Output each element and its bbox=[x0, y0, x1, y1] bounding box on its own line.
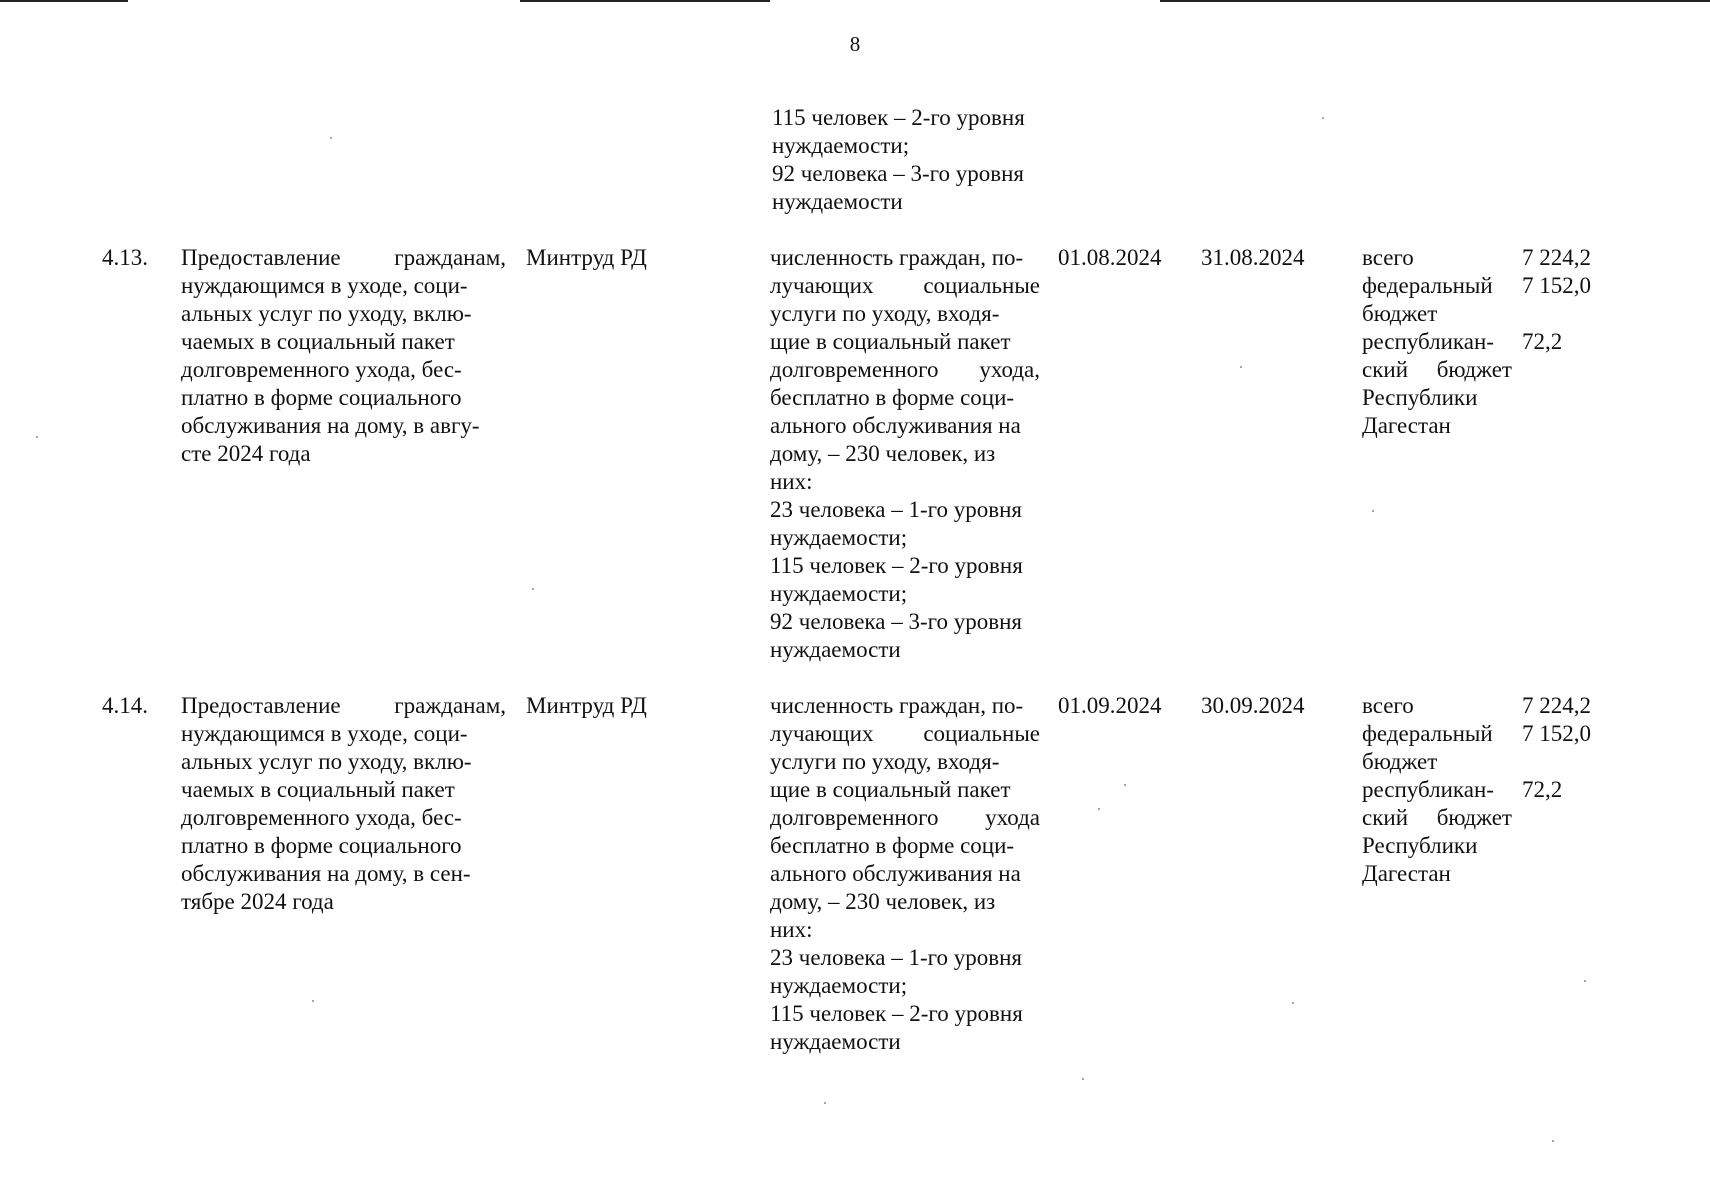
funding-line-part: ский bbox=[1362, 805, 1408, 830]
description-line: чаемых в социальный пакет bbox=[181, 329, 455, 354]
indicator-line: дому, – 230 человек, из bbox=[770, 441, 996, 466]
indicator-line: нуждаемости; bbox=[770, 973, 908, 998]
description-line: платно в форме социального bbox=[181, 385, 462, 410]
indicator-line: нуждаемости; bbox=[770, 525, 908, 550]
row-description bbox=[181, 244, 506, 468]
description-line: платно в форме социального bbox=[181, 833, 462, 858]
continuation-line: нуждаемости bbox=[772, 189, 903, 214]
top-border-mid bbox=[520, 0, 770, 2]
scan-speck bbox=[1552, 1140, 1554, 1142]
description-line: нуждающимся в уходе, соци- bbox=[181, 273, 468, 298]
indicator-line-part: ухода bbox=[985, 805, 1040, 830]
description-line-part: Предоставление bbox=[181, 693, 341, 718]
indicator-line: 23 человека – 1-го уровня bbox=[770, 497, 1022, 522]
continuation-line: 92 человека – 3-го уровня bbox=[772, 161, 1024, 186]
amount-total: 7 224,2 bbox=[1522, 693, 1591, 718]
amount-federal: 7 152,0 bbox=[1522, 721, 1591, 746]
indicator-line: нуждаемости bbox=[770, 1029, 901, 1054]
scan-speck bbox=[312, 1000, 314, 1002]
amount-spacer bbox=[1522, 300, 1612, 328]
amount-total: 7 224,2 bbox=[1522, 245, 1591, 270]
indicator-line-part: ухода, bbox=[979, 357, 1040, 382]
indicator-line-part: долговременного bbox=[770, 805, 939, 830]
indicator-line: щие в социальный пакет bbox=[770, 329, 1011, 354]
row-amounts bbox=[1522, 692, 1612, 804]
indicator-line: численность граждан, по- bbox=[770, 693, 1024, 718]
funding-line: республикан- bbox=[1362, 777, 1494, 802]
continuation-line: нуждаемости; bbox=[772, 133, 910, 158]
row-end-date: 31.08.2024 bbox=[1201, 245, 1305, 270]
description-line: тябре 2024 года bbox=[181, 889, 334, 914]
continuation-line: 115 человек – 2-го уровня bbox=[772, 105, 1025, 130]
indicator-line: 92 человека – 3-го уровня bbox=[770, 609, 1022, 634]
indicator-line: бесплатно в форме соци- bbox=[770, 833, 1015, 858]
funding-line: бюджет bbox=[1362, 749, 1438, 774]
amount-spacer bbox=[1522, 748, 1612, 776]
indicator-line bbox=[770, 272, 1040, 300]
row-responsible: Минтруд РД bbox=[526, 245, 647, 270]
funding-line-part: ский bbox=[1362, 357, 1408, 382]
funding-line: Республики bbox=[1362, 833, 1478, 858]
description-line-part: гражданам, bbox=[394, 693, 506, 718]
indicator-line: 23 человека – 1-го уровня bbox=[770, 945, 1022, 970]
scan-speck bbox=[1322, 117, 1324, 119]
funding-line: федеральный bbox=[1362, 721, 1493, 746]
amount-republic: 72,2 bbox=[1522, 329, 1563, 354]
indicator-line: дому, – 230 человек, из bbox=[770, 889, 996, 914]
description-line bbox=[181, 244, 506, 272]
indicator-line: ального обслуживания на bbox=[770, 861, 1021, 886]
scan-speck bbox=[36, 436, 38, 438]
indicator-line-part: лучающих bbox=[770, 273, 874, 298]
row-funding-source bbox=[1362, 244, 1512, 440]
funding-line: Республики bbox=[1362, 385, 1478, 410]
funding-line: республикан- bbox=[1362, 329, 1494, 354]
description-line: обслуживания на дому, в авгу- bbox=[181, 413, 480, 438]
indicator-line: услуги по уходу, входя- bbox=[770, 749, 1000, 774]
row-amounts bbox=[1522, 244, 1612, 356]
funding-line bbox=[1362, 804, 1512, 832]
description-line bbox=[181, 692, 506, 720]
row-description bbox=[181, 692, 506, 916]
amount-federal: 7 152,0 bbox=[1522, 273, 1591, 298]
indicator-line-part: долговременного bbox=[770, 357, 939, 382]
indicator-line: 115 человек – 2-го уровня bbox=[770, 1001, 1023, 1026]
indicator-line: щие в социальный пакет bbox=[770, 777, 1011, 802]
description-line-part: гражданам, bbox=[394, 245, 506, 270]
funding-line bbox=[1362, 356, 1512, 384]
top-border-left bbox=[0, 0, 128, 2]
funding-line: бюджет bbox=[1362, 301, 1438, 326]
scan-speck bbox=[1372, 510, 1374, 512]
funding-line: всего bbox=[1362, 693, 1414, 718]
indicator-line bbox=[770, 356, 1040, 384]
funding-line: Дагестан bbox=[1362, 413, 1451, 438]
description-line: альных услуг по уходу, вклю- bbox=[181, 301, 472, 326]
row-end-date: 30.09.2024 bbox=[1201, 693, 1305, 718]
description-line: чаемых в социальный пакет bbox=[181, 777, 455, 802]
indicator-line: нуждаемости bbox=[770, 637, 901, 662]
indicator-line: услуги по уходу, входя- bbox=[770, 301, 1000, 326]
row-start-date: 01.09.2024 bbox=[1058, 693, 1162, 718]
row-funding-source bbox=[1362, 692, 1512, 888]
indicator-line-part: лучающих bbox=[770, 721, 874, 746]
scan-speck bbox=[1240, 366, 1242, 368]
page-number: 8 bbox=[849, 32, 861, 56]
indicator-line-part: социальные bbox=[923, 721, 1040, 746]
row-start-date: 01.08.2024 bbox=[1058, 245, 1162, 270]
description-line-part: Предоставление bbox=[181, 245, 341, 270]
indicator-line: них: bbox=[770, 917, 813, 942]
row-responsible: Минтруд РД bbox=[526, 693, 647, 718]
indicator-line: ального обслуживания на bbox=[770, 413, 1021, 438]
amount-republic: 72,2 bbox=[1522, 777, 1563, 802]
description-line: альных услуг по уходу, вклю- bbox=[181, 749, 472, 774]
top-border-right bbox=[1160, 0, 1710, 2]
funding-line: Дагестан bbox=[1362, 861, 1451, 886]
description-line: нуждающимся в уходе, соци- bbox=[181, 721, 468, 746]
funding-line-part: бюджет bbox=[1436, 805, 1512, 830]
description-line: долговременного ухода, бес- bbox=[181, 805, 462, 830]
indicator-line: численность граждан, по- bbox=[770, 245, 1024, 270]
description-line: обслуживания на дому, в сен- bbox=[181, 861, 471, 886]
scan-speck bbox=[1124, 784, 1126, 786]
continuation-indicator bbox=[772, 104, 1044, 216]
row-indicator bbox=[770, 244, 1040, 664]
scan-speck bbox=[824, 1102, 826, 1104]
scan-speck bbox=[1082, 1078, 1084, 1080]
indicator-line bbox=[770, 720, 1040, 748]
scan-speck bbox=[1098, 808, 1100, 810]
indicator-line bbox=[770, 804, 1040, 832]
funding-line-part: бюджет bbox=[1436, 357, 1512, 382]
funding-line: всего bbox=[1362, 245, 1414, 270]
row-number: 4.13. bbox=[102, 245, 148, 270]
description-line: долговременного ухода, бес- bbox=[181, 357, 462, 382]
indicator-line: бесплатно в форме соци- bbox=[770, 385, 1015, 410]
indicator-line-part: социальные bbox=[923, 273, 1040, 298]
scan-speck bbox=[330, 137, 332, 139]
scan-speck bbox=[1584, 980, 1586, 982]
indicator-line: 115 человек – 2-го уровня bbox=[770, 553, 1023, 578]
description-line: сте 2024 года bbox=[181, 441, 311, 466]
funding-line: федеральный bbox=[1362, 273, 1493, 298]
indicator-line: них: bbox=[770, 469, 813, 494]
row-number: 4.14. bbox=[102, 693, 148, 718]
row-indicator bbox=[770, 692, 1040, 1056]
scan-speck bbox=[1292, 1002, 1294, 1004]
indicator-line: нуждаемости; bbox=[770, 581, 908, 606]
scan-speck bbox=[532, 588, 534, 590]
